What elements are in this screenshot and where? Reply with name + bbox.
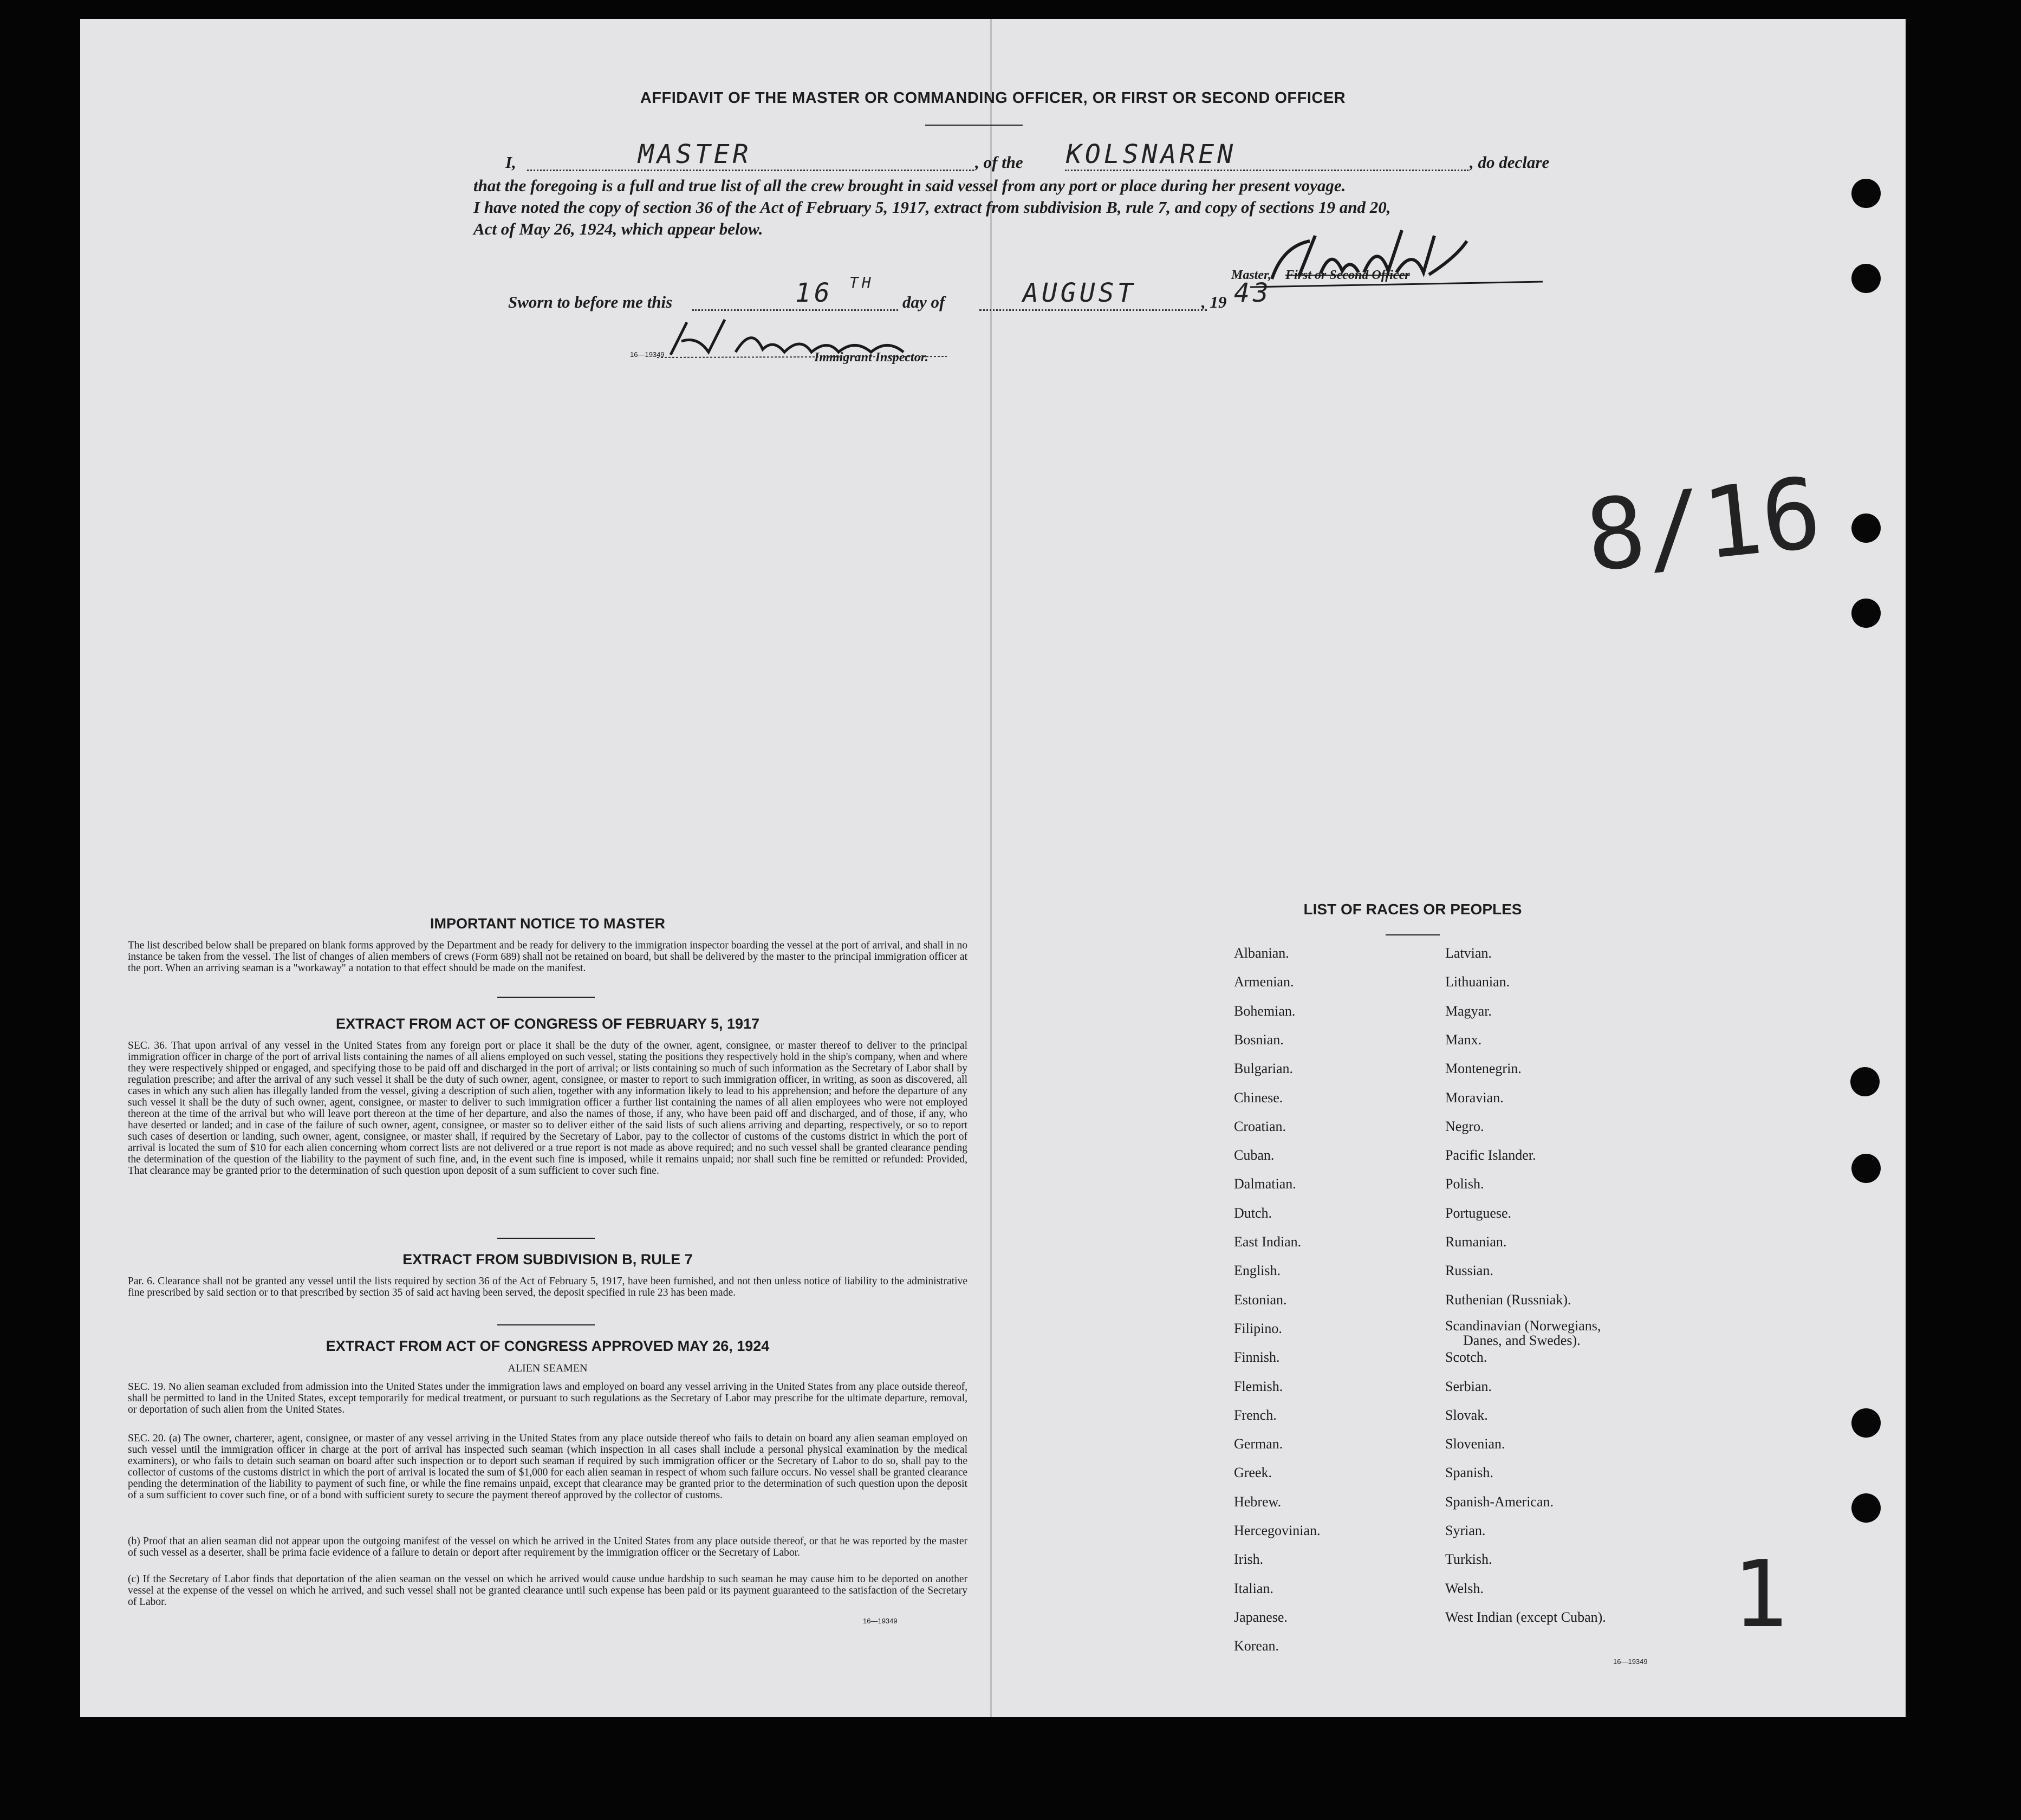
rule-3 (497, 1324, 595, 1325)
binder-hole (1851, 179, 1881, 208)
race-item: West Indian (except Cuban). (1445, 1609, 1606, 1625)
race-item: Estonian. (1234, 1291, 1287, 1308)
races-rule (1386, 934, 1440, 935)
race-item: Negro. (1445, 1118, 1484, 1134)
notice-body: The list described below shall be prepared on blank forms approved by the Department and be ready for delivery to the immigration inspector boarding the vessel at the port of arrival, and shall in no instance be taken from the vessel. The list of changes of alien members of crews (Form 689) shall not be retained on board, but shall be delivered by the master to the principal immigration officer at the port. When an arriving seaman is a "workaway" a notation to that effect should be made on the manifest. (128, 940, 967, 974)
notice-title: IMPORTANT NOTICE TO MASTER (430, 915, 665, 932)
form-code-left: 16—19349 (863, 1617, 898, 1625)
master-signature (1250, 225, 1554, 295)
struck-officer-label: First or Second Officer (1285, 268, 1410, 282)
handwritten-vessel: KOLSNAREN (1066, 139, 1237, 170)
race-item: Ruthenian (Russniak). (1445, 1291, 1571, 1308)
race-item: Russian. (1445, 1263, 1493, 1279)
month-line (979, 309, 1207, 311)
race-item: French. (1234, 1407, 1277, 1423)
race-item: Irish. (1234, 1551, 1264, 1568)
affidavit-i: I, (505, 153, 516, 172)
affidavit-line-4: Act of May 26, 1924, which appear below. (473, 219, 763, 238)
race-item: Spanish. (1445, 1465, 1493, 1481)
race-item: Croatian. (1234, 1118, 1286, 1134)
race-item: English. (1234, 1263, 1281, 1279)
sec20a-body: SEC. 20. (a) The owner, charterer, agent, consignee, or master of any vessel arriving in the United States from any place outside thereof who fails to detain on board any alien seaman employed on such vessel until the immigration officer in charge at the port of arrival has inspected such seaman (which inspection in all cases shall include a personal physical examination by the medical examiners), or who fails to detain such seaman on board after such inspection or to deport such seaman if required by such immigration officer or the Secretary of Labor to do so, shall pay to the collector of customs of the customs district in which the port of arrival is located the sum of $1,000 for each alien seaman in respect of whom such failure occurs. No vessel shall be granted clearance pending the determination of the liability to payment of such fine, or while the fine remains unpaid, except that clearance may be granted prior to the determination of such question upon the deposit of a sum sufficient to cover such fine, or of a bond with sufficient surety to secure the payment thereof approved by the collector of customs. (128, 1433, 967, 1501)
race-item: Moravian. (1445, 1089, 1504, 1106)
race-item: Italian. (1234, 1580, 1273, 1596)
binder-hole (1851, 1408, 1881, 1438)
vessel-line (1065, 170, 1468, 171)
day-line (692, 309, 898, 311)
race-item: Albanian. (1234, 945, 1289, 961)
race-item: Hebrew. (1234, 1493, 1282, 1510)
race-item: Welsh. (1445, 1580, 1484, 1596)
race-item: Scotch. (1445, 1349, 1487, 1366)
race-item: Bosnian. (1234, 1031, 1284, 1048)
sec20c-body: (c) If the Secretary of Labor finds that deportation of the alien seaman on the vessel on which he arrived would cause undue hardship to such seaman he may cause him to be deported on another vessel at the expense of the vessel on which he arrived, and such vessel shall not be granted clearance until such expense has been paid or its payment guaranteed to the satisfaction of the Secretary of Labor. (128, 1574, 967, 1608)
race-item: Turkish. (1445, 1551, 1492, 1568)
rule-2 (497, 1238, 595, 1239)
handwritten-year: 43 (1234, 278, 1272, 308)
extract-1917-title: EXTRACT FROM ACT OF CONGRESS OF FEBRUARY 5, 1917 (335, 1016, 760, 1032)
title-rule (925, 125, 1023, 126)
race-item: Danes, and Swedes). (1463, 1332, 1581, 1348)
affidavit-line-3: I have noted the copy of section 36 of the Act of February 5, 1917, extract from subdivision B, rule 7, and copy of sections 19 and 20, (473, 198, 1391, 217)
margin-tick-mark: 1 (1732, 1541, 1788, 1648)
race-item: Magyar. (1445, 1003, 1492, 1019)
race-item: Polish. (1445, 1176, 1484, 1192)
do-declare-label: , do declare (1470, 153, 1550, 172)
race-item: Spanish-American. (1445, 1493, 1554, 1510)
rule7-title: EXTRACT FROM SUBDIVISION B, RULE 7 (402, 1251, 693, 1268)
race-item: Manx. (1445, 1031, 1482, 1048)
extract-1924-title: EXTRACT FROM ACT OF CONGRESS APPROVED MAY 26, 1924 (326, 1338, 770, 1354)
race-item: Lithuanian. (1445, 974, 1510, 990)
race-item: Latvian. (1445, 945, 1492, 961)
binder-hole (1851, 599, 1881, 628)
sec19-body: SEC. 19. No alien seaman excluded from admission into the United States under the immigration laws and employed on board any vessel arriving in the United States from any place outside thereof, shall be permitted to land in the United States, except temporarily for medical treatment, or pursuant to such regulations as the Secretary of Labor may prescribe for the ultimate departure, removal, or deportation of such alien from the United States. (128, 1381, 967, 1415)
race-item: Flemish. (1234, 1378, 1283, 1394)
binder-hole (1851, 1493, 1881, 1523)
race-item: Korean. (1234, 1638, 1279, 1654)
race-item: Cuban. (1234, 1147, 1275, 1164)
document-page (80, 19, 1906, 1717)
master-label: Master, (1231, 268, 1272, 282)
race-item: East Indian. (1234, 1234, 1302, 1250)
race-item: Armenian. (1234, 974, 1294, 990)
day-of-label: day of (902, 292, 945, 311)
year-prefix: , 19 (1201, 292, 1227, 311)
race-item: Finnish. (1234, 1349, 1280, 1366)
race-item: Scandinavian (Norwegians, (1445, 1317, 1601, 1334)
sec20b-body: (b) Proof that an alien seaman did not appear upon the outgoing manifest of the vessel on which he arrived in the United States from any place outside thereof, or that he was reported by the master of such vessel as a deserter, shall be prima facie evidence of a failure to detain or deport after requirement by the immigration officer or the Secretary of Labor. (128, 1536, 967, 1558)
center-fold (990, 19, 992, 1717)
handwritten-month: AUGUST (1023, 278, 1136, 308)
race-item: Bohemian. (1234, 1003, 1296, 1019)
binder-hole (1850, 1067, 1880, 1096)
race-item: Slovenian. (1445, 1436, 1505, 1452)
race-item: Greek. (1234, 1465, 1272, 1481)
form-code-right: 16—19349 (1613, 1658, 1648, 1666)
race-item: Dalmatian. (1234, 1176, 1296, 1192)
name-line (527, 170, 974, 171)
race-item: Hercegovinian. (1234, 1523, 1321, 1538)
affidavit-line-2: that the foregoing is a full and true list of all the crew brought in said vessel from any port or place during her present voyage. (473, 176, 1346, 195)
race-item: Syrian. (1445, 1523, 1486, 1538)
rule-1 (497, 997, 595, 998)
binder-hole (1851, 1154, 1881, 1183)
handwritten-day: 16 (795, 278, 833, 308)
margin-date-note: 8/16 (1581, 456, 1827, 594)
race-item: Bulgarian. (1234, 1061, 1294, 1077)
race-item: Portuguese. (1445, 1205, 1512, 1221)
race-item: Pacific Islander. (1445, 1147, 1536, 1164)
race-item: Montenegrin. (1445, 1061, 1522, 1077)
rule7-body: Par. 6. Clearance shall not be granted any vessel until the lists required by section 36 of the Act of February 5, 1917, have been furnished, and not then unless notice of liability to the administrative fine prescribed by said section or to that prescribed by section 35 of said act having been served, the deposit specified in rule 23 has been made. (128, 1276, 967, 1298)
race-item: Japanese. (1234, 1609, 1288, 1625)
race-item: Serbian. (1445, 1378, 1492, 1394)
race-item: Filipino. (1234, 1320, 1282, 1336)
race-item: Chinese. (1234, 1089, 1283, 1106)
inspector-label: Immigrant Inspector. (814, 350, 928, 365)
handwritten-day-suffix: TH (849, 274, 874, 291)
binder-hole (1851, 514, 1881, 543)
affidavit-title: AFFIDAVIT OF THE MASTER OR COMMANDING OFFICER, OR FIRST OR SECOND OFFICER (640, 89, 1346, 107)
race-item: Dutch. (1234, 1205, 1272, 1221)
extract-1924-subtitle: ALIEN SEAMEN (508, 1362, 588, 1374)
sworn-label: Sworn to before me this (508, 292, 673, 311)
form-code-top: 16—19349 (630, 350, 665, 359)
binder-hole (1851, 264, 1881, 293)
races-title: LIST OF RACES OR PEOPLES (1303, 901, 1522, 918)
of-the-label: , of the (975, 153, 1023, 172)
handwritten-name: MASTER (638, 139, 752, 170)
race-item: Rumanian. (1445, 1234, 1507, 1250)
extract-1917-body: SEC. 36. That upon arrival of any vessel in the United States from any foreign port or place it shall be the duty of the owner, agent, consignee, or master thereof to deliver to the principal immigration officer in charge of the port of arrival lists containing the names of all aliens employed on such vessel, stating the positions they respectively hold in the ship's company, when and where they were respectively shipped or engaged, and specifying those to be paid off and discharged in the port of arrival; or lists containing so much of such information as the Secretary of Labor shall by regulation prescribe; and after the arrival of any such vessel it shall be the duty of such owner, agent, consignee, or master to report to such immigration officer, in writing, as soon as discovered, all cases in which any such alien has illegally landed from the vessel, giving a description of such alien, together with any information likely to lead to his apprehension; and before the departure of any such vessel it shall be the duty of such owner, agent, consignee, or master to deliver to such immigration officer a further list containing the names of all alien employees who were not employed thereon at the time of the arrival but who will leave port thereon at the time of her departure, and also the names of those, if any, who have been paid off and discharged, and of those, if any, who have deserted or landed; and in case of the failure of such owner, agent, consignee, or master so to deliver either of the said lists of such aliens arriving and departing, respectively, or so to report such cases of desertion or landing, such owner, agent, consignee, or master shall, if required by the Secretary of Labor, pay to the collector of customs of the customs district in which the port of arrival is located the sum of $10 for each alien concerning whom correct lists are not delivered or a true report is not made as above required; and no such vessel shall be granted clearance pending the determination of the question of the liability to the payment of such fine, and, in the event such fine is imposed, while it remains unpaid; nor shall such fine be remitted or refunded: Provided, That clearance may be granted prior to the determination of such question upon deposit of a sum sufficient to cover such fine. (128, 1040, 967, 1176)
race-item: Slovak. (1445, 1407, 1488, 1423)
race-item: German. (1234, 1436, 1283, 1452)
